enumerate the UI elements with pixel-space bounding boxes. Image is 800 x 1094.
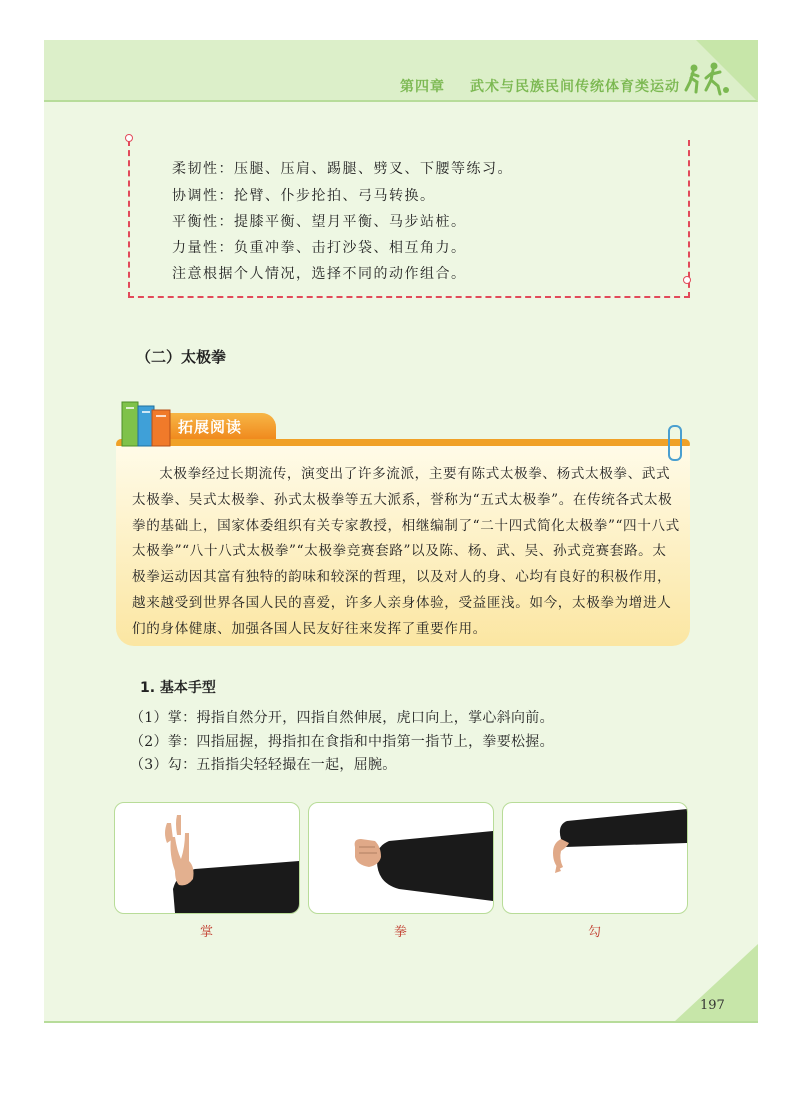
chapter-title: 武术与民族民间传统体育类运动 [470, 79, 680, 95]
box-corner-dot [125, 134, 133, 142]
hook-caption: 勾 [588, 925, 602, 940]
extended-reading-paragraph: 太极拳经过长期流传，演变出了许多流派，主要有陈式太极拳、杨式太极拳、武式太极拳、吴式太极拳、孙式太极拳等五大派系，誉称为“五式太极拳”。在传统各式太极拳的基础上，国家体委组织有关专家教授，相继编制了“二十四式简化太极拳”“四十八式太极拳”“八十八式太极拳”“太极拳竞赛套路”以及陈、杨、武、吴、孙式竞赛套路。太极拳运动因其富有独特的韵味和较深的哲理，以及对人的身、心均有良好的积极作用，越来越受到世界各国人民的喜爱，许多人亲身体验，受益匪浅。如今，太极拳为增进人们的身体健康、加强各国人民友好往来发挥了重要作用。 [132, 466, 680, 637]
training-line-coordination: 协调性：抡臂、仆步抡拍、弓马转换。 [172, 188, 436, 204]
fist-caption: 拳 [394, 925, 408, 940]
books-icon [118, 396, 174, 450]
hook-photo [502, 802, 688, 914]
hand-form-fist: （2）拳：四指屈握，拇指扣在食指和中指第一指节上，拳要松握。 [130, 734, 554, 750]
header-divider [44, 100, 758, 102]
palm-photo [114, 802, 300, 914]
runner-icon [684, 60, 734, 100]
palm-caption: 掌 [200, 925, 214, 940]
fist-photo [308, 802, 494, 914]
training-line-note: 注意根据个人情况，选择不同的动作组合。 [172, 266, 467, 282]
training-line-strength: 力量性：负重冲拳、击打沙袋、相互角力。 [172, 240, 467, 256]
footer-divider [44, 1021, 758, 1023]
training-line-balance: 平衡性：提膝平衡、望月平衡、马步站桩。 [172, 214, 467, 230]
hand-form-hook: （3）勾：五指指尖轻轻撮在一起，屈腕。 [130, 757, 397, 773]
paperclip-icon [668, 425, 682, 461]
section-heading: （二）太极拳 [136, 348, 227, 366]
hand-form-palm: （1）掌：拇指自然分开，四指自然伸展，虎口向上，掌心斜向前。 [130, 710, 554, 726]
extended-reading-label: 拓展阅读 [178, 418, 243, 436]
page-number: 197 [700, 998, 725, 1013]
box-corner-dot [683, 276, 691, 284]
training-line-flexibility: 柔韧性：压腿、压肩、踢腿、劈叉、下腰等练习。 [172, 161, 513, 177]
chapter-number: 第四章 [400, 79, 445, 95]
hand-forms-heading: 1. 基本手型 [140, 680, 216, 696]
